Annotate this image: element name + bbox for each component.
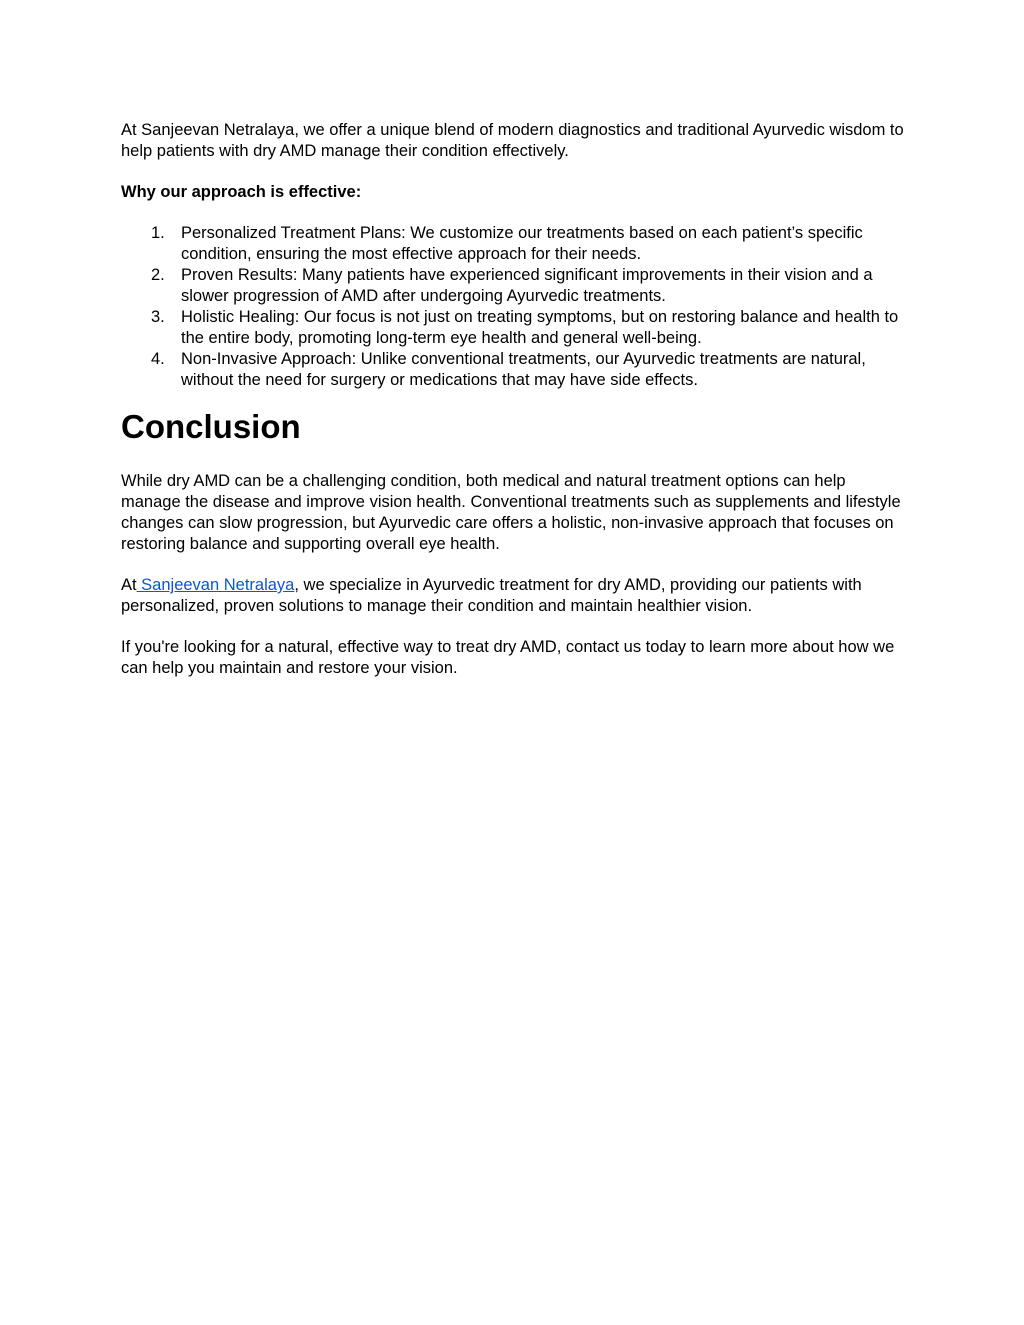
list-item-text: Non-Invasive Approach: Unlike conventional treatments, our Ayurvedic treatments are natural, without the need for surgery or medications that may have side effects.: [181, 350, 866, 389]
document-page: [121, 120, 907, 699]
list-item-number: 4.: [151, 350, 165, 368]
reasons-list: [121, 223, 907, 391]
paragraph-suffix: , we specialize in Ayurvedic treatment for dry AMD, providing our patients with personalized, proven solutions to manage their condition and maintain healthier vision.: [121, 576, 862, 615]
list-item: [121, 223, 907, 265]
list-item-number: 1.: [151, 224, 165, 242]
conclusion-paragraph-1: While dry AMD can be a challenging condition, both medical and natural treatment options can help manage the disease and improve vision health. Conventional treatments such as supplements and lifestyle changes can slow progression, but Ayurvedic care offers a holistic, non-invasive approach that focuses on restoring balance and supporting overall eye health.: [121, 472, 901, 553]
conclusion-paragraph-2: [121, 575, 907, 617]
paragraph-prefix: At: [121, 576, 137, 594]
conclusion-paragraph-3: If you're looking for a natural, effective way to treat dry AMD, contact us today to learn more about how we can help you maintain and restore your vision.: [121, 638, 895, 677]
list-item: [121, 307, 907, 349]
list-item: [121, 349, 907, 391]
list-item-text: Proven Results: Many patients have experienced significant improvements in their vision and a slower progression of AMD after undergoing Ayurvedic treatments.: [181, 266, 873, 305]
list-item-text: Personalized Treatment Plans: We customize our treatments based on each patient’s specific condition, ensuring the most effective approach for their needs.: [181, 224, 863, 263]
list-item-number: 3.: [151, 308, 165, 326]
conclusion-heading: Conclusion: [121, 408, 301, 445]
list-item: [121, 265, 907, 307]
list-item-text: Holistic Healing: Our focus is not just on treating symptoms, but on restoring balance and health to the entire body, promoting long-term eye health and general well-being.: [181, 308, 899, 347]
sanjeevan-netralaya-link[interactable]: Sanjeevan Netralaya: [136, 576, 295, 594]
approach-subheading: Why our approach is effective:: [121, 183, 362, 201]
intro-paragraph: At Sanjeevan Netralaya, we offer a unique blend of modern diagnostics and traditional Ayurvedic wisdom to help patients with dry AMD manage their condition effectively.: [121, 121, 904, 160]
list-item-number: 2.: [151, 266, 165, 284]
